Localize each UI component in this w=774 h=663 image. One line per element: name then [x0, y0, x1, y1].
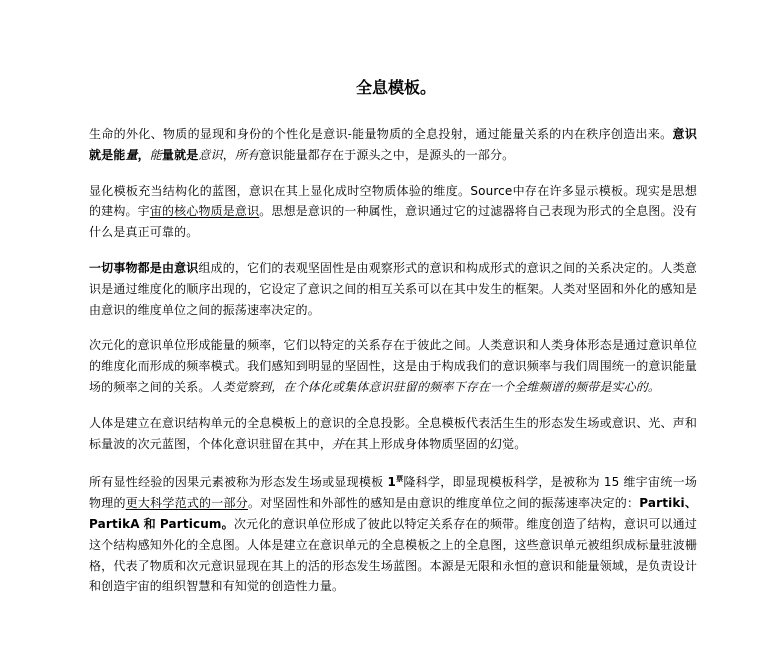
p4-italic: 人类觉察到，在个体化或集体意识驻留的频率下存在一个全维频谱的频带是实心的。 [210, 379, 661, 394]
paragraph-6 [89, 469, 697, 597]
p6-text-end: 次元化的意识单位形成了彼此以特定关系存在的频带。维度创造了结构，意识可以通过这个结构感知外化的全息图。人体是建立在意识单元的全息模板之上的全息图，这些意识单元被组织成标量驻波栅格，代表了物质和次元意识显现在其上的活的形态发生场蓝图。本源是无限和永恒的意识和能量领域，是负责设计和创造宇宙的组织智慧和有知觉的创造性力量。 [89, 516, 698, 594]
p1-comma-b: ， [222, 147, 235, 162]
p6-particum: Particum。 [159, 516, 234, 531]
paragraph-4 [89, 335, 697, 397]
p2-text-b: 中存在许多显示模板。现实是思想的建构。宇 [89, 183, 697, 219]
p1-comma-a: ， [137, 147, 150, 162]
p2-text-end: 。思想是意识的一种属性，意识通过它的过滤器将自己表现为形式的全息图。没有什么是真正可靠的。 [89, 204, 697, 240]
p4-text: 次元化的意识单位形成能量的频率，它们以特定的关系存在于彼此之间。人类意识和人类身体形态是通过意识单位的维度化而形成的频率模式。我们感知到明显的坚固性，这是由于构成我们的意识频率与我们周围统一的意识能量场的频率之间的关系。 [89, 338, 697, 394]
p3-bold-lead: 一切事物都是由意识 [89, 260, 199, 275]
p3-text: 组成的，它们的表观坚固性是由观察形式的意识和构成形式的意识之间的关系决定的。人类意识是通过维度化的顺序出现的，它设定了意识之间的相互关系可以在其中发生的框架。人类对坚固和外化的感知是由意识的维度单位之间的振荡速率决定的。 [89, 260, 698, 317]
p1-italic-c: 所有 [234, 147, 260, 162]
document-body [89, 68, 697, 612]
p1-bold-c: 量就是 [161, 147, 199, 162]
p6-number-1: 1 [387, 475, 397, 490]
p6-text-c: 维宇宙统一场物理的 [89, 475, 698, 511]
p1-text-end: 意识能量都存在于源头之中，是源头的一部分。 [259, 147, 515, 162]
p5-text-end: 在其上形成身体物质坚固的幻觉。 [344, 436, 527, 451]
p6-superscript: 票 [396, 474, 404, 484]
p1-text: 生命的外化、物质的显现和身份的个性化是意识-能量物质的全息投射，通过能量关系的内在秩序创造出来。 [89, 127, 673, 141]
p1-italic-a: 能 [149, 147, 162, 162]
paragraph-3 [89, 258, 697, 320]
p6-text-d: 。对坚固性和外部性的感知是由意识的维度单位之间的振荡速率决定的： [247, 496, 640, 511]
p5-text: 人体是建立在意识结构单元的全息模板上的意识的全息投影。全息模板代表活生生的形态发生场或意识、光、声和标量波的次元蓝图，个体化意识驻留在其中， [89, 415, 697, 451]
p6-and: 和 [143, 516, 156, 531]
p1-italic-b: 意识 [198, 147, 223, 162]
p5-italic: 并 [332, 436, 345, 451]
paragraph-1 [89, 124, 697, 166]
p6-text-b: 隆科学，即显现模板科学，是被称为 [403, 475, 600, 490]
p6-underlined: 更大科学范式的一部分 [125, 496, 248, 511]
page-title: 全息模板。 [355, 78, 436, 97]
p6-number-15: 15 [603, 475, 620, 490]
p2-underlined: 宙的核心物质是意识 [149, 204, 260, 219]
paragraph-5 [89, 413, 697, 455]
p1-bold-b: 量 [125, 147, 138, 162]
p2-source-word: Source [470, 183, 513, 198]
paragraph-2 [89, 181, 697, 243]
p6-text: 所有显性经验的因果元素被称为形态发生场或显现模板 [89, 475, 384, 490]
p1-bold-a: 意识就是能 [89, 127, 697, 162]
p6-partiki: Partiki、PartikA [89, 496, 697, 531]
p2-text: 显化模板充当结构化的蓝图，意识在其上显化成时空物质体验的维度。 [89, 183, 471, 198]
